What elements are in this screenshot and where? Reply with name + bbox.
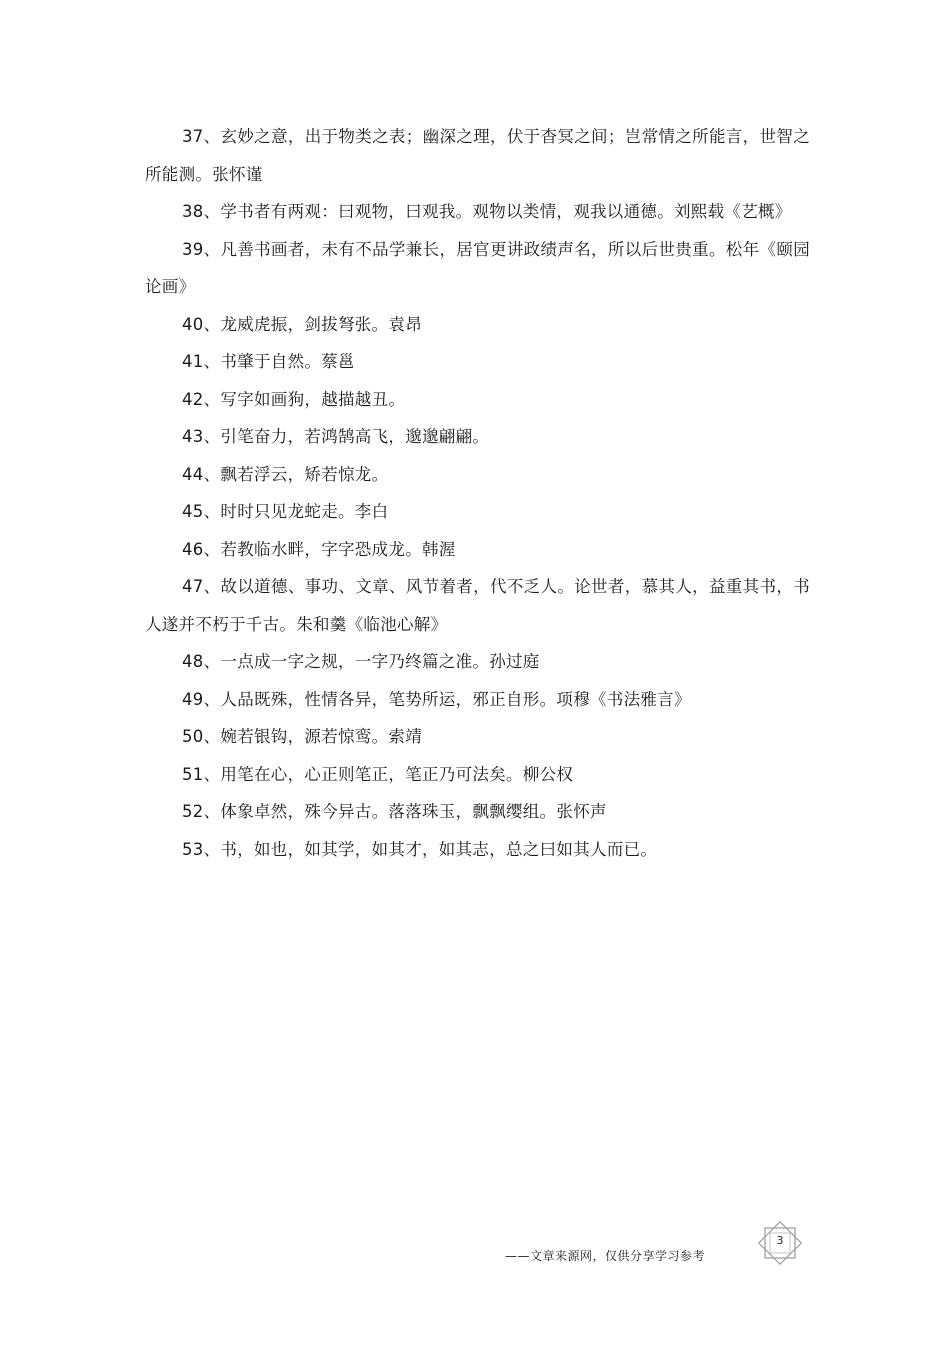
quote-49: 49、人品既殊，性情各异，笔势所运，邪正自形。项穆《书法雅言》 [182, 689, 691, 709]
page-number-badge [757, 1220, 803, 1266]
quote-43: 43、引笔奋力，若鸿鹄高飞，邈邈翩翩。 [182, 427, 490, 446]
quote-list [145, 118, 810, 868]
quote-45: 45、时时只见龙蛇走。李白 [182, 502, 389, 521]
quote-52: 52、体象卓然，殊今异古。落落珠玉，飘飘缨组。张怀声 [182, 802, 607, 821]
page-number: 3 [776, 1234, 784, 1247]
quote-40: 40、龙威虎振，剑拔弩张。袁昂 [182, 314, 422, 334]
quote-42: 42、写字如画狗，越描越丑。 [182, 389, 406, 409]
quote-47: 47、故以道德、事功、文章、风节着者，代不乏人。论世者，慕其人，益重其书，书人遂并不朽于千古。朱和羹《临池心解》 [145, 577, 810, 634]
quote-39: 39、凡善书画者，未有不品学兼长，居官更讲政绩声名，所以后世贵重。松年《颐园论画》 [145, 239, 810, 296]
footer-source-note: ——文章来源网，仅供分享学习参考 [505, 1249, 706, 1263]
quote-38: 38、学书者有两观：曰观物，曰观我。观物以类情，观我以通德。刘熙载《艺概》 [182, 202, 792, 221]
quote-41: 41、书肇于自然。蔡邕 [182, 352, 355, 371]
quote-46: 46、若教临水畔，字字恐成龙。韩渥 [182, 539, 456, 559]
quote-48: 48、一点成一字之规，一字乃终篇之准。孙过庭 [182, 652, 540, 671]
quote-44: 44、飘若浮云，矫若惊龙。 [182, 464, 389, 484]
quote-51: 51、用笔在心，心正则笔正，笔正乃可法矣。柳公权 [182, 764, 574, 784]
quote-53: 53、书，如也，如其学，如其才，如其志，总之曰如其人而已。 [182, 839, 658, 859]
quote-50: 50、婉若银钩，源若惊鸾。索靖 [182, 727, 422, 746]
quote-37: 37、玄妙之意，出于物类之表；幽深之理，伏于杳冥之间；岂常情之所能言，世智之所能测。张怀谨 [145, 127, 810, 184]
